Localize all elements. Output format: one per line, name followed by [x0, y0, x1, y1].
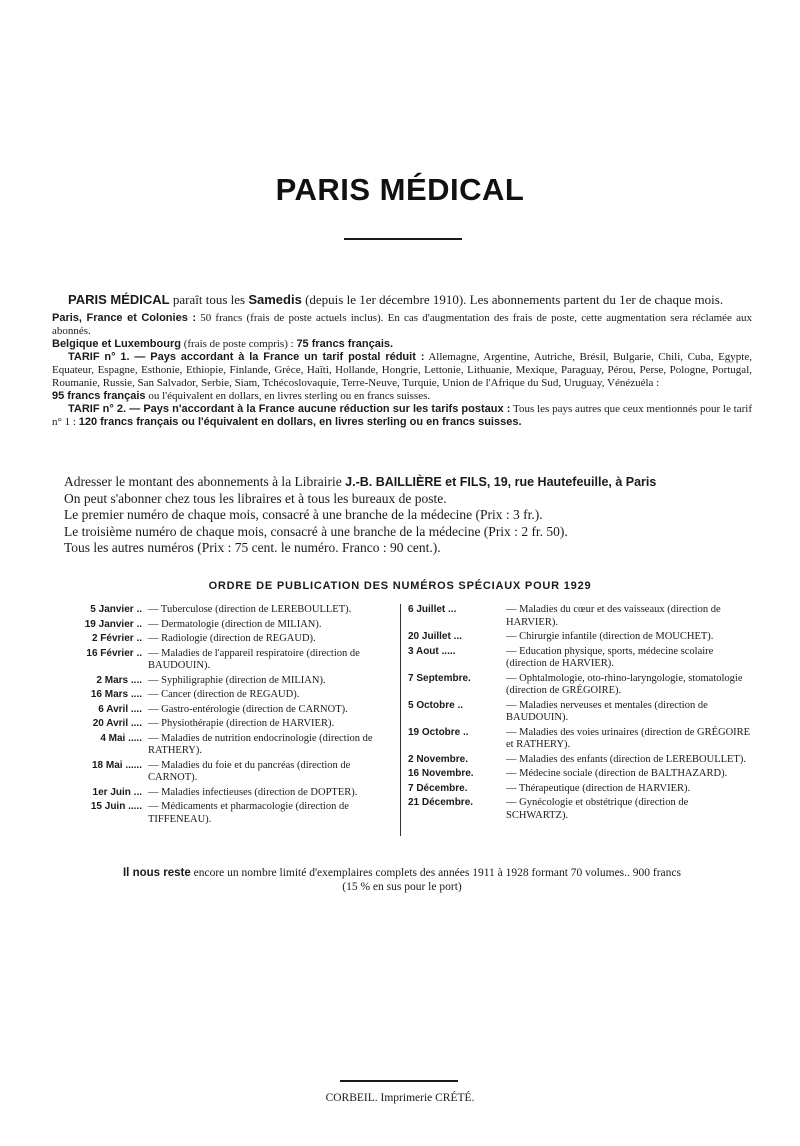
- tarif-1-label: TARIF n° 1. — Pays accordant à la France un tarif postal réduit :: [68, 351, 425, 363]
- schedule-topic: — Syphiligraphie (direction de MILIAN).: [148, 674, 326, 686]
- schedule-topic: — Maladies des enfants (direction de LEREBOULLET).: [506, 753, 746, 765]
- schedule-date: 20 Juillet ...: [408, 631, 462, 642]
- address-text: Adresser le montant des abonnements à la Librairie: [64, 474, 346, 489]
- schedule-entry: [408, 797, 752, 822]
- schedule-topic: — Gynécologie et obstétrique (direction de SCHWARTZ).: [506, 797, 689, 821]
- paris-label: Paris, France et Colonies :: [52, 312, 196, 324]
- schedule-date: 7 Septembre.: [408, 672, 471, 684]
- schedule-date: 16 Novembre.: [408, 768, 474, 779]
- schedule-entry: [408, 727, 752, 752]
- schedule-entry: [52, 633, 396, 646]
- schedule-entry: [52, 675, 396, 688]
- schedule-entry: [52, 718, 396, 731]
- back-issues-note: [52, 866, 752, 894]
- schedule-topic: — Maladies de nutrition endocrinologie (direction de RATHERY).: [148, 732, 373, 756]
- schedule-topic: — Tuberculose (direction de LEREBOULLET).: [148, 604, 352, 615]
- schedule-date: 2 Mars ....: [96, 674, 142, 686]
- schedule-topic: — Médicaments et pharmacologie (direction de TIFFENEAU).: [148, 801, 349, 825]
- page-title: PARIS MÉDICAL: [275, 172, 525, 207]
- schedule-entry: [408, 783, 752, 796]
- intro-days: Samedis: [248, 292, 302, 307]
- subscription-info: [52, 292, 752, 429]
- schedule-date: 7 Décembre.: [408, 782, 468, 794]
- schedule-entry: [408, 646, 752, 671]
- schedule-topic: — Ophtalmologie, oto-rhino-laryngologie, stomatologie (direction de GRÉGOIRE).: [506, 672, 743, 696]
- back-issues-line-2: (15 % en sus pour le port): [342, 881, 462, 893]
- schedule-topic: — Maladies des voies urinaires (direction de GRÉGOIRE et RATHERY).: [506, 726, 751, 750]
- schedule-topic: — Physiothérapie (direction de HARVIER).: [148, 718, 335, 729]
- schedule-topic: — Maladies de l'appareil respiratoire (direction de BAUDOUIN).: [148, 647, 360, 671]
- schedule-entry: [408, 673, 752, 698]
- intro-text-1: paraît tous les: [169, 292, 249, 307]
- schedule-entry: [52, 787, 396, 800]
- schedule-topic: — Education physique, sports, médecine scolaire (direction de HARVIER).: [506, 645, 714, 669]
- subscribe-line: On peut s'abonner chez tous les libraires et à tous les bureaux de poste.: [64, 490, 447, 506]
- schedule-date: 2 Février ..: [91, 633, 142, 644]
- schedule-date: 4 Mai .....: [100, 732, 142, 744]
- schedule-entry: [52, 619, 396, 632]
- tarif-1-price-label: 95 francs français: [52, 390, 146, 402]
- schedule-entry: [52, 604, 396, 617]
- schedule-date: 6 Juillet ...: [408, 604, 457, 615]
- tarif-1-paragraph: [52, 351, 752, 390]
- schedule-topic: — Chirurgie infantile (direction de MOUCHET).: [506, 631, 714, 642]
- schedule-topic: — Maladies du cœur et des vaisseaux (direction de HARVIER).: [506, 604, 721, 628]
- footer-divider: [340, 1080, 458, 1082]
- schedule-entry: [52, 760, 396, 785]
- schedule-topic: — Radiologie (direction de REGAUD).: [148, 633, 316, 644]
- address-line: [52, 474, 752, 491]
- third-issue-line: Le troisième numéro de chaque mois, consacré à une branche de la médecine (Prix : 2 fr. 50).: [64, 523, 568, 539]
- paris-text: 50 francs (frais de poste actuels inclus). En cas d'augmentation des frais de poste, cette augmentation sera réclamée aux abonnés.: [52, 312, 752, 337]
- paris-paragraph: [52, 312, 752, 338]
- intro-text-3: Les abonnements partent du 1er de chaque mois.: [469, 292, 724, 307]
- schedule-right-column: [408, 604, 752, 824]
- belgium-label: Belgique et Luxembourg: [52, 338, 181, 350]
- printer-footer: CORBEIL. Imprimerie CRÉTÉ.: [325, 1092, 475, 1104]
- schedule-topic: — Maladies infectieuses (direction de DOPTER).: [148, 786, 358, 798]
- schedule-left-column: [52, 604, 396, 828]
- schedule-entry: [52, 704, 396, 717]
- schedule-topic: — Thérapeutique (direction de HARVIER).: [506, 782, 691, 794]
- intro-text-2: (depuis le 1er décembre 1910).: [301, 292, 470, 307]
- schedule-date: 5 Janvier ..: [90, 604, 142, 615]
- schedule-date: 19 Octobre ..: [408, 726, 469, 738]
- back-issues-text: encore un nombre limité d'exemplaires complets des années 1911 à 1928 formant 70 volumes.. 900 francs: [190, 867, 681, 879]
- schedule-entry: [52, 689, 396, 702]
- intro-journal-name: PARIS MÉDICAL: [68, 292, 170, 307]
- schedule-entry: [52, 648, 396, 673]
- tarif-1-price-paragraph: [52, 390, 752, 403]
- belgium-paragraph: [52, 338, 752, 351]
- schedule-topic: — Dermatologie (direction de MILIAN).: [148, 618, 322, 630]
- schedule-topic: — Cancer (direction de REGAUD).: [148, 689, 300, 700]
- schedule-entry: [408, 604, 752, 629]
- belgium-price: 75 francs français.: [296, 338, 394, 350]
- schedule-topic: — Maladies nerveuses et mentales (direction de BAUDOUIN).: [506, 699, 708, 723]
- schedule-date: 2 Novembre.: [408, 753, 469, 765]
- general-info: [52, 474, 752, 557]
- column-divider: [400, 604, 401, 836]
- schedule-date: 20 Avril ....: [92, 718, 142, 729]
- schedule-entry: [408, 700, 752, 725]
- schedule-topic: — Médecine sociale (direction de BALTHAZARD).: [506, 768, 728, 779]
- schedule-date: 6 Avril ....: [98, 703, 142, 715]
- intro-paragraph: [52, 292, 752, 308]
- title-divider: [344, 238, 462, 240]
- schedule-date: 19 Janvier ..: [84, 618, 142, 630]
- tarif-2-text: Tous les pays autres que ceux mentionnés pour le tarif n° 1 :: [52, 403, 752, 428]
- schedule-entry: [408, 631, 752, 644]
- schedule-date: 15 Juin .....: [90, 801, 142, 812]
- schedule-date: 16 Mars ....: [90, 689, 142, 700]
- schedule-topic: — Maladies du foie et du pancréas (direction de CARNOT).: [148, 759, 351, 783]
- tarif-1-price-text: ou l'équivalent en dollars, en livres sterling ou en francs suisses.: [145, 390, 431, 402]
- address-bold: J.-B. BAILLIÈRE et FILS, 19, rue Hautefeuille, à Paris: [345, 475, 657, 489]
- schedule-date: 16 Février ..: [86, 647, 142, 659]
- belgium-text: (frais de poste compris) :: [180, 338, 297, 350]
- schedule-date: 3 Aout .....: [408, 645, 456, 657]
- schedule-date: 1er Juin ...: [92, 786, 142, 798]
- tarif-1-countries: Allemagne, Argentine, Autriche, Brésil, Bulgarie, Chili, Cuba, Egypte, Equateur, Espagne, Esthonie, Ethiopie, Finlande, Grèce, Haïti, Hollande, Hongrie, Lettonie, Lithuanie, Mexique, Paraguay, Pérou, Perse, Pologne, Portugal, Roumanie, Russie, San Salvador, Serbie, Siam, Tchécoslovaquie, Terre-Neuve, Turquie, Union de l'Afrique du Sud, Uruguay, Vénézuéla :: [52, 351, 752, 389]
- other-issues-line: Tous les autres numéros (Prix : 75 cent. le numéro. Franco : 90 cent.).: [64, 540, 441, 555]
- back-issues-line-1: [52, 866, 752, 880]
- schedule-date: 21 Décembre.: [408, 797, 474, 808]
- schedule-entry: [52, 733, 396, 758]
- schedule-entry: [408, 768, 752, 781]
- schedule-entry: [408, 754, 752, 767]
- tarif-2-label: TARIF n° 2. — Pays n'accordant à la France aucune réduction sur les tarifs postaux :: [68, 403, 511, 415]
- tarif-2-price: 120 francs français ou l'équivalent en dollars, en livres sterling ou en francs suisses.: [78, 416, 522, 428]
- back-issues-bold: Il nous reste: [122, 867, 191, 879]
- tarif-2-paragraph: [52, 403, 752, 429]
- special-issues-title: ORDRE DE PUBLICATION DES NUMÉROS SPÉCIAUX POUR 1929: [208, 580, 592, 592]
- schedule-date: 5 Octobre ..: [408, 699, 464, 711]
- schedule-date: 18 Mai ......: [91, 759, 142, 771]
- schedule-topic: — Gastro-entérologie (direction de CARNOT).: [148, 703, 348, 715]
- first-issue-line: Le premier numéro de chaque mois, consacré à une branche de la médecine (Prix : 3 fr.).: [64, 507, 543, 522]
- schedule-entry: [52, 801, 396, 826]
